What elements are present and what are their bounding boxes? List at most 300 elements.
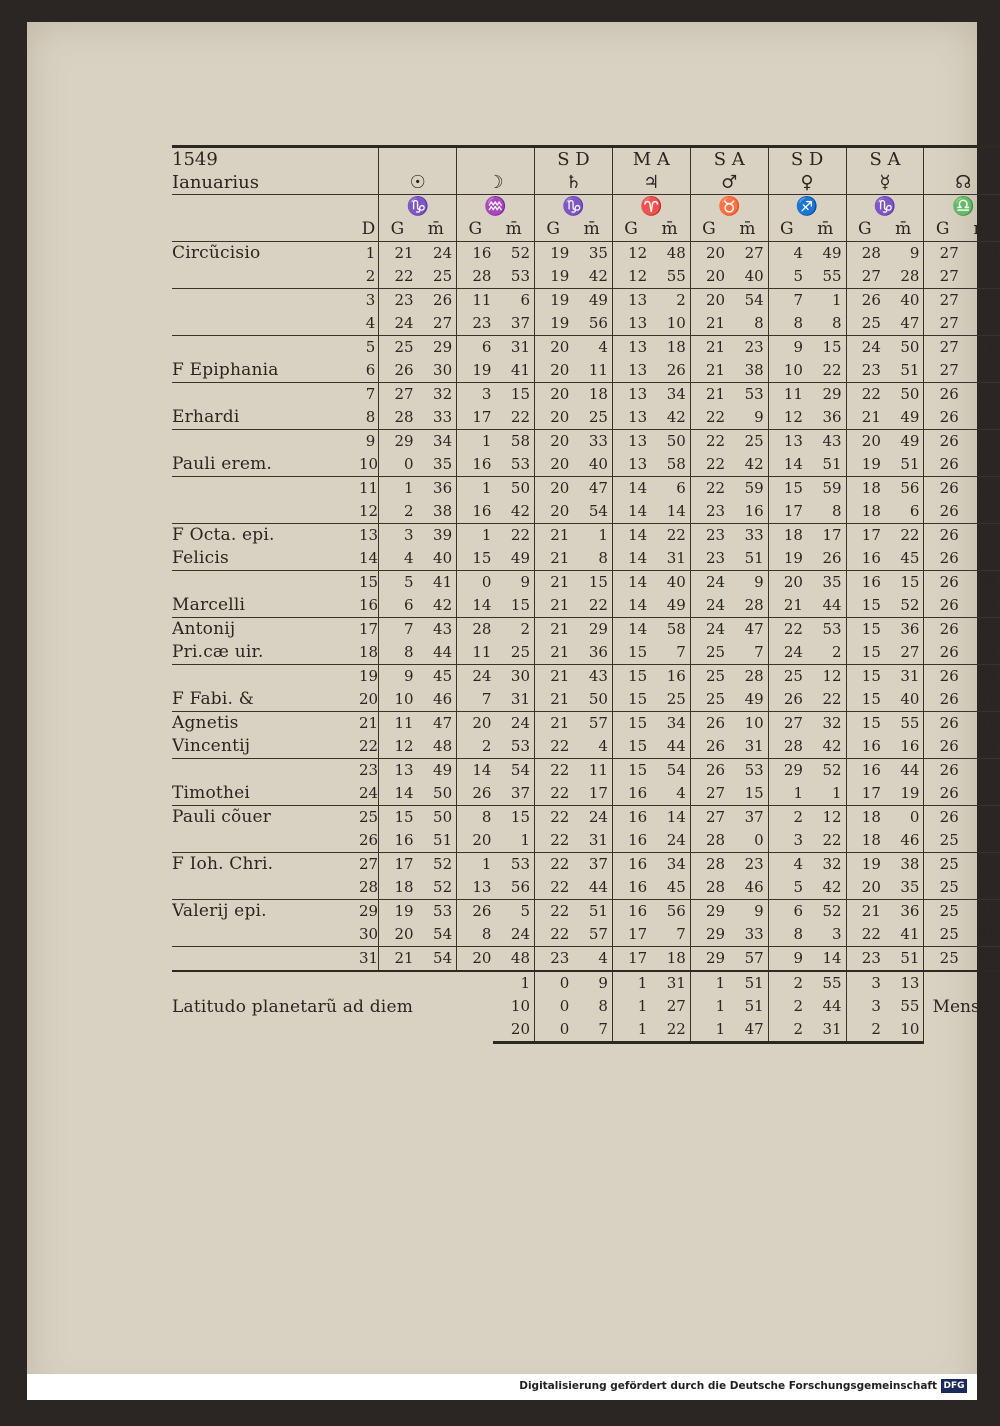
degrees-value: 29 (690, 923, 727, 947)
minutes-value: 42 (805, 876, 846, 900)
degrees-value: 15 (457, 547, 494, 571)
degrees-value: 26 (924, 735, 961, 759)
minutes-value: 59 (744, 479, 764, 497)
degrees-value: 13 (612, 383, 649, 407)
minutes-value: 55 (900, 714, 920, 732)
minutes-value: 30 (416, 359, 457, 383)
degrees-value: 17 (846, 524, 883, 548)
degrees-value: 26 (924, 759, 961, 783)
minutes-value: 48 (666, 244, 686, 262)
day-row (172, 923, 1000, 947)
degrees-value: 26 (924, 641, 961, 665)
minutes-value: 57 (727, 947, 768, 972)
degrees-value: 22 (535, 806, 572, 830)
degrees-value: 26 (924, 500, 961, 524)
degrees-value: 20 (690, 289, 727, 313)
zodiac-sign: ♑ (846, 195, 924, 219)
degrees-value: 9 (379, 665, 416, 689)
minutes-value: 1 (832, 291, 842, 309)
degrees-value: 12 (768, 406, 805, 430)
degrees-value: 28 (457, 265, 494, 289)
degrees-value: 22 (690, 406, 727, 430)
minutes-value: 19 (978, 244, 998, 262)
minutes-value: 52 (510, 244, 531, 262)
minutes-value: 15 (900, 573, 920, 591)
minutes-value: 25 (493, 641, 534, 665)
minutes-value: 46 (961, 923, 1000, 947)
degrees-value: 26 (924, 782, 961, 806)
degrees-value: 10 (379, 688, 416, 712)
minutes-value: 48 (493, 947, 534, 972)
minutes-value: 54 (571, 500, 612, 524)
degrees-value: 2 (768, 806, 805, 830)
minutes-value: 53 (433, 902, 453, 920)
degrees-value: 21 (535, 665, 572, 689)
degrees-value: 23 (690, 500, 727, 524)
degrees-value: 23 (846, 359, 883, 383)
latitude-minutes: 51 (744, 997, 764, 1015)
degrees-value: 0 (457, 571, 494, 595)
degrees-value: 25 (846, 312, 883, 336)
minutes-value: 2 (520, 620, 531, 638)
minutes-value: 53 (510, 855, 531, 873)
minutes-value: 51 (727, 547, 768, 571)
minutes-value: 45 (883, 547, 924, 571)
column-degrees-header: G (924, 218, 961, 242)
degrees-value: 20 (535, 406, 572, 430)
degrees-value: 21 (535, 641, 572, 665)
degrees-value: 13 (612, 289, 649, 313)
minutes-value: 19 (883, 782, 924, 806)
degrees-value: 23 (690, 524, 727, 548)
day-row (172, 665, 1000, 689)
minutes-value: 2 (805, 641, 846, 665)
degrees-value: 13 (768, 430, 805, 454)
degrees-value: 13 (612, 359, 649, 383)
minutes-value: 22 (571, 594, 612, 618)
day-number: 31 (359, 947, 379, 972)
minutes-value: 18 (649, 947, 690, 972)
degrees-value: 16 (457, 453, 494, 477)
day-number: 20 (359, 688, 379, 712)
day-row (172, 524, 1000, 548)
day-row (172, 806, 1000, 830)
degrees-value: 14 (768, 453, 805, 477)
latitude-day: 1 (520, 974, 531, 992)
minutes-value: 24 (649, 829, 690, 853)
minutes-value: 55 (649, 265, 690, 289)
degrees-value: 24 (690, 618, 727, 642)
degrees-value: 21 (690, 383, 727, 407)
degrees-value: 11 (768, 383, 805, 407)
degrees-value: 19 (457, 359, 494, 383)
degrees-value: 14 (612, 618, 649, 642)
feast-label (172, 336, 359, 360)
degrees-value: 4 (768, 242, 805, 266)
feast-label: Pri.cæ uir. (172, 641, 359, 665)
minutes-value: 31 (571, 829, 612, 853)
minutes-value: 50 (900, 338, 920, 356)
minutes-value: 11 (588, 761, 608, 779)
minutes-value: 53 (493, 453, 534, 477)
minutes-value: 27 (978, 620, 998, 638)
minutes-value: 38 (900, 855, 920, 873)
minutes-value: 49 (588, 291, 608, 309)
minutes-value: 50 (900, 385, 920, 403)
minutes-value: 37 (493, 312, 534, 336)
column-degrees-header: G (535, 218, 572, 242)
planet-symbol: ♄ (535, 171, 613, 195)
minutes-value: 31 (510, 338, 531, 356)
degrees-value: 22 (379, 265, 416, 289)
minutes-value: 45 (433, 667, 453, 685)
degrees-value: 27 (846, 265, 883, 289)
degrees-value: 20 (768, 571, 805, 595)
minutes-value: 43 (961, 500, 1000, 524)
degrees-value: 26 (924, 665, 961, 689)
degrees-value: 28 (768, 735, 805, 759)
degrees-value: 15 (846, 641, 883, 665)
minutes-value: 44 (649, 735, 690, 759)
minutes-value: 9 (754, 902, 764, 920)
minutes-value: 42 (416, 594, 457, 618)
minutes-value: 18 (666, 338, 686, 356)
degrees-value: 4 (379, 547, 416, 571)
minutes-value: 50 (433, 808, 453, 826)
degrees-value: 13 (612, 336, 649, 360)
degrees-value: 21 (846, 900, 883, 924)
day-row (172, 712, 1000, 736)
minutes-value: 22 (805, 359, 846, 383)
minutes-value: 40 (978, 526, 998, 544)
minutes-value: 30 (510, 667, 531, 685)
minutes-value: 47 (588, 479, 608, 497)
degrees-value: 17 (612, 947, 649, 972)
feast-label: F Octa. epi. (172, 525, 275, 545)
degrees-value: 19 (846, 453, 883, 477)
minutes-value: 0 (727, 829, 768, 853)
degrees-value: 27 (379, 383, 416, 407)
degrees-value: 5 (768, 265, 805, 289)
column-degrees-header: G (768, 218, 805, 242)
degrees-value: 16 (612, 876, 649, 900)
day-row (172, 406, 1000, 430)
degrees-value: 26 (690, 712, 727, 736)
degrees-value: 16 (457, 242, 494, 266)
day-row (172, 853, 1000, 877)
minutes-value: 51 (883, 947, 924, 972)
day-number: 21 (358, 714, 379, 732)
degrees-value: 11 (379, 712, 416, 736)
latitude-day: 20 (493, 1018, 534, 1043)
degrees-value: 7 (379, 618, 416, 642)
minutes-value: 54 (416, 923, 457, 947)
minutes-value: 44 (805, 594, 846, 618)
degrees-value: 18 (846, 829, 883, 853)
day-number: 6 (359, 359, 379, 383)
planet-symbol: ☽ (457, 171, 535, 195)
day-row (172, 242, 1000, 266)
latitude-minutes: 44 (822, 997, 842, 1015)
degrees-value: 22 (535, 782, 572, 806)
minutes-value: 40 (416, 547, 457, 571)
minutes-value: 56 (961, 406, 1000, 430)
minutes-value: 59 (978, 385, 998, 403)
degrees-value: 13 (612, 430, 649, 454)
minutes-value: 34 (666, 385, 686, 403)
degrees-value: 15 (612, 759, 649, 783)
feast-label (172, 383, 359, 407)
feast-label: F Ioh. Chri. (172, 854, 274, 874)
minutes-value: 16 (727, 500, 768, 524)
minutes-value: 37 (744, 808, 764, 826)
degrees-value: 27 (924, 359, 961, 383)
feast-label: Timothei (172, 782, 359, 806)
minutes-value: 33 (727, 923, 768, 947)
feast-label (172, 947, 359, 972)
degrees-value: 15 (846, 712, 883, 736)
degrees-value: 27 (924, 289, 961, 313)
header-blank (457, 147, 535, 172)
minutes-value: 35 (416, 453, 457, 477)
minutes-value: 50 (571, 688, 612, 712)
planet-symbol: ♀ (768, 171, 846, 195)
degrees-value: 26 (846, 289, 883, 313)
minutes-value: 31 (649, 547, 690, 571)
minutes-value: 50 (666, 432, 686, 450)
degrees-value: 16 (612, 829, 649, 853)
minutes-value: 40 (727, 265, 768, 289)
minutes-value: 14 (805, 947, 846, 972)
minutes-value: 56 (571, 312, 612, 336)
minutes-value: 43 (961, 947, 1000, 972)
degrees-value: 3 (768, 829, 805, 853)
degrees-value: 17 (457, 406, 494, 430)
day-row (172, 500, 1000, 524)
degrees-value: 14 (457, 594, 494, 618)
day-row (172, 571, 1000, 595)
minutes-value: 41 (493, 359, 534, 383)
minutes-value: 24 (510, 714, 531, 732)
day-row (172, 430, 1000, 454)
column-minutes-header: m̄ (727, 218, 768, 242)
degrees-value: 15 (846, 594, 883, 618)
day-number: 23 (358, 761, 379, 779)
degrees-value: 3 (457, 383, 494, 407)
degrees-value: 14 (612, 524, 649, 548)
minutes-value: 22 (666, 526, 686, 544)
minutes-value: 50 (961, 453, 1000, 477)
feast-label (172, 265, 359, 289)
minutes-value: 24 (588, 808, 608, 826)
planet-symbol: ♃ (612, 171, 690, 195)
degrees-value: 25 (768, 665, 805, 689)
minutes-value: 6 (883, 500, 924, 524)
header-blank (172, 195, 379, 219)
degrees-value: 20 (535, 336, 572, 360)
minutes-value: 8 (805, 312, 846, 336)
minutes-value: 4 (571, 947, 612, 972)
zodiac-sign: ♑ (535, 195, 613, 219)
degrees-value: 27 (768, 712, 805, 736)
degrees-value: 27 (690, 806, 727, 830)
degrees-value: 19 (535, 312, 572, 336)
degrees-value: 25 (690, 641, 727, 665)
minutes-value: 7 (727, 641, 768, 665)
feast-label (172, 876, 359, 900)
minutes-value: 1 (805, 782, 846, 806)
minutes-value: 29 (433, 338, 453, 356)
minutes-value: 25 (416, 265, 457, 289)
minutes-value: 22 (510, 526, 531, 544)
feast-label: Vincentij (172, 735, 359, 759)
day-row (172, 477, 1000, 501)
latitude-degrees: 2 (768, 995, 805, 1018)
minutes-value: 43 (433, 620, 453, 638)
minutes-value: 57 (571, 923, 612, 947)
minutes-value: 47 (978, 479, 998, 497)
minutes-value: 44 (900, 761, 920, 779)
minutes-value: 34 (666, 714, 686, 732)
feast-label (172, 829, 359, 853)
minutes-value: 59 (961, 829, 1000, 853)
degrees-value: 12 (612, 242, 649, 266)
degrees-value: 15 (379, 806, 416, 830)
degrees-value: 27 (924, 265, 961, 289)
degrees-value: 0 (379, 453, 416, 477)
minutes-value: 32 (822, 714, 842, 732)
minutes-value: 10 (744, 714, 764, 732)
minutes-value: 4 (571, 735, 612, 759)
degrees-value: 16 (846, 759, 883, 783)
minutes-value: 33 (416, 406, 457, 430)
degrees-value: 25 (924, 829, 961, 853)
minutes-value: 1 (493, 829, 534, 853)
minutes-value: 24 (493, 923, 534, 947)
latitude-degrees: 0 (535, 995, 572, 1018)
degrees-value: 14 (612, 500, 649, 524)
degrees-value: 21 (690, 312, 727, 336)
degrees-value: 25 (690, 665, 727, 689)
minutes-value: 47 (883, 312, 924, 336)
latitude-minutes: 31 (666, 974, 686, 992)
zodiac-sign: ♎ (924, 195, 1000, 219)
latitude-minutes: 22 (649, 1018, 690, 1043)
feast-label: Erhardi (172, 406, 359, 430)
minutes-value: 38 (727, 359, 768, 383)
column-degrees-header: G (379, 218, 416, 242)
degrees-value: 14 (457, 759, 494, 783)
minutes-value: 10 (649, 312, 690, 336)
degrees-value: 19 (768, 547, 805, 571)
minutes-value: 22 (493, 406, 534, 430)
minutes-value: 6 (520, 291, 531, 309)
degrees-value: 22 (768, 618, 805, 642)
day-row (172, 359, 1000, 383)
day-row (172, 782, 1000, 806)
degrees-value: 15 (846, 688, 883, 712)
minutes-value: 49 (433, 761, 453, 779)
degrees-value: 20 (457, 947, 494, 972)
minutes-value: 24 (433, 244, 453, 262)
degrees-value: 7 (457, 688, 494, 712)
zodiac-sign: ♐ (768, 195, 846, 219)
day-number: 24 (359, 782, 379, 806)
degrees-value: 22 (535, 853, 572, 877)
minutes-value: 58 (510, 432, 531, 450)
minutes-value: 36 (433, 479, 453, 497)
ephemeris-table (172, 145, 1000, 1044)
minutes-value: 2 (988, 808, 998, 826)
degrees-value: 16 (846, 571, 883, 595)
minutes-value: 16 (666, 667, 686, 685)
degrees-value: 15 (612, 688, 649, 712)
minutes-value: 49 (649, 594, 690, 618)
minutes-value: 51 (883, 359, 924, 383)
day-row (172, 336, 1000, 360)
degrees-value: 14 (612, 547, 649, 571)
degrees-value: 3 (379, 524, 416, 548)
minutes-value: 52 (416, 876, 457, 900)
degrees-value: 14 (379, 782, 416, 806)
minutes-value: 22 (805, 829, 846, 853)
feast-label: Antonij (172, 619, 236, 639)
latitude-minutes: 8 (598, 997, 608, 1015)
degrees-value: 12 (379, 735, 416, 759)
year-label: 1549 (172, 147, 379, 172)
minutes-value: 56 (493, 876, 534, 900)
latitude-row (172, 971, 1000, 995)
day-number: 22 (359, 735, 379, 759)
degrees-value: 13 (612, 453, 649, 477)
day-row (172, 594, 1000, 618)
degrees-value: 8 (457, 806, 494, 830)
minutes-value: 52 (822, 902, 842, 920)
minutes-value: 27 (416, 312, 457, 336)
latitude-label: Latitudo planetarũ ad diem (172, 996, 414, 1017)
feast-label: Agnetis (172, 713, 239, 733)
degrees-value: 26 (924, 571, 961, 595)
minutes-value: 54 (744, 291, 764, 309)
aspect-letters: S D (535, 147, 613, 172)
column-degrees-header: G (612, 218, 649, 242)
degrees-value: 22 (690, 477, 727, 501)
degrees-value: 19 (535, 242, 572, 266)
degrees-value: 18 (846, 477, 883, 501)
degrees-value: 23 (457, 312, 494, 336)
latitude-degrees: 1 (690, 1018, 727, 1043)
minutes-value: 5 (520, 902, 531, 920)
degrees-value: 13 (379, 759, 416, 783)
degrees-value: 16 (379, 829, 416, 853)
latitude-degrees: 2 (768, 971, 805, 995)
minutes-value: 38 (416, 500, 457, 524)
day-row (172, 265, 1000, 289)
minutes-value: 27 (744, 244, 764, 262)
degrees-value: 2 (379, 500, 416, 524)
minutes-value: 31 (727, 735, 768, 759)
day-row (172, 641, 1000, 665)
degrees-value: 15 (612, 735, 649, 759)
degrees-value: 11 (457, 289, 494, 313)
degrees-value: 21 (846, 406, 883, 430)
minutes-value: 52 (961, 876, 1000, 900)
degrees-value: 22 (535, 735, 572, 759)
day-number: 29 (358, 902, 379, 920)
feast-label (172, 923, 359, 947)
day-row (172, 383, 1000, 407)
day-number: 27 (358, 855, 379, 873)
